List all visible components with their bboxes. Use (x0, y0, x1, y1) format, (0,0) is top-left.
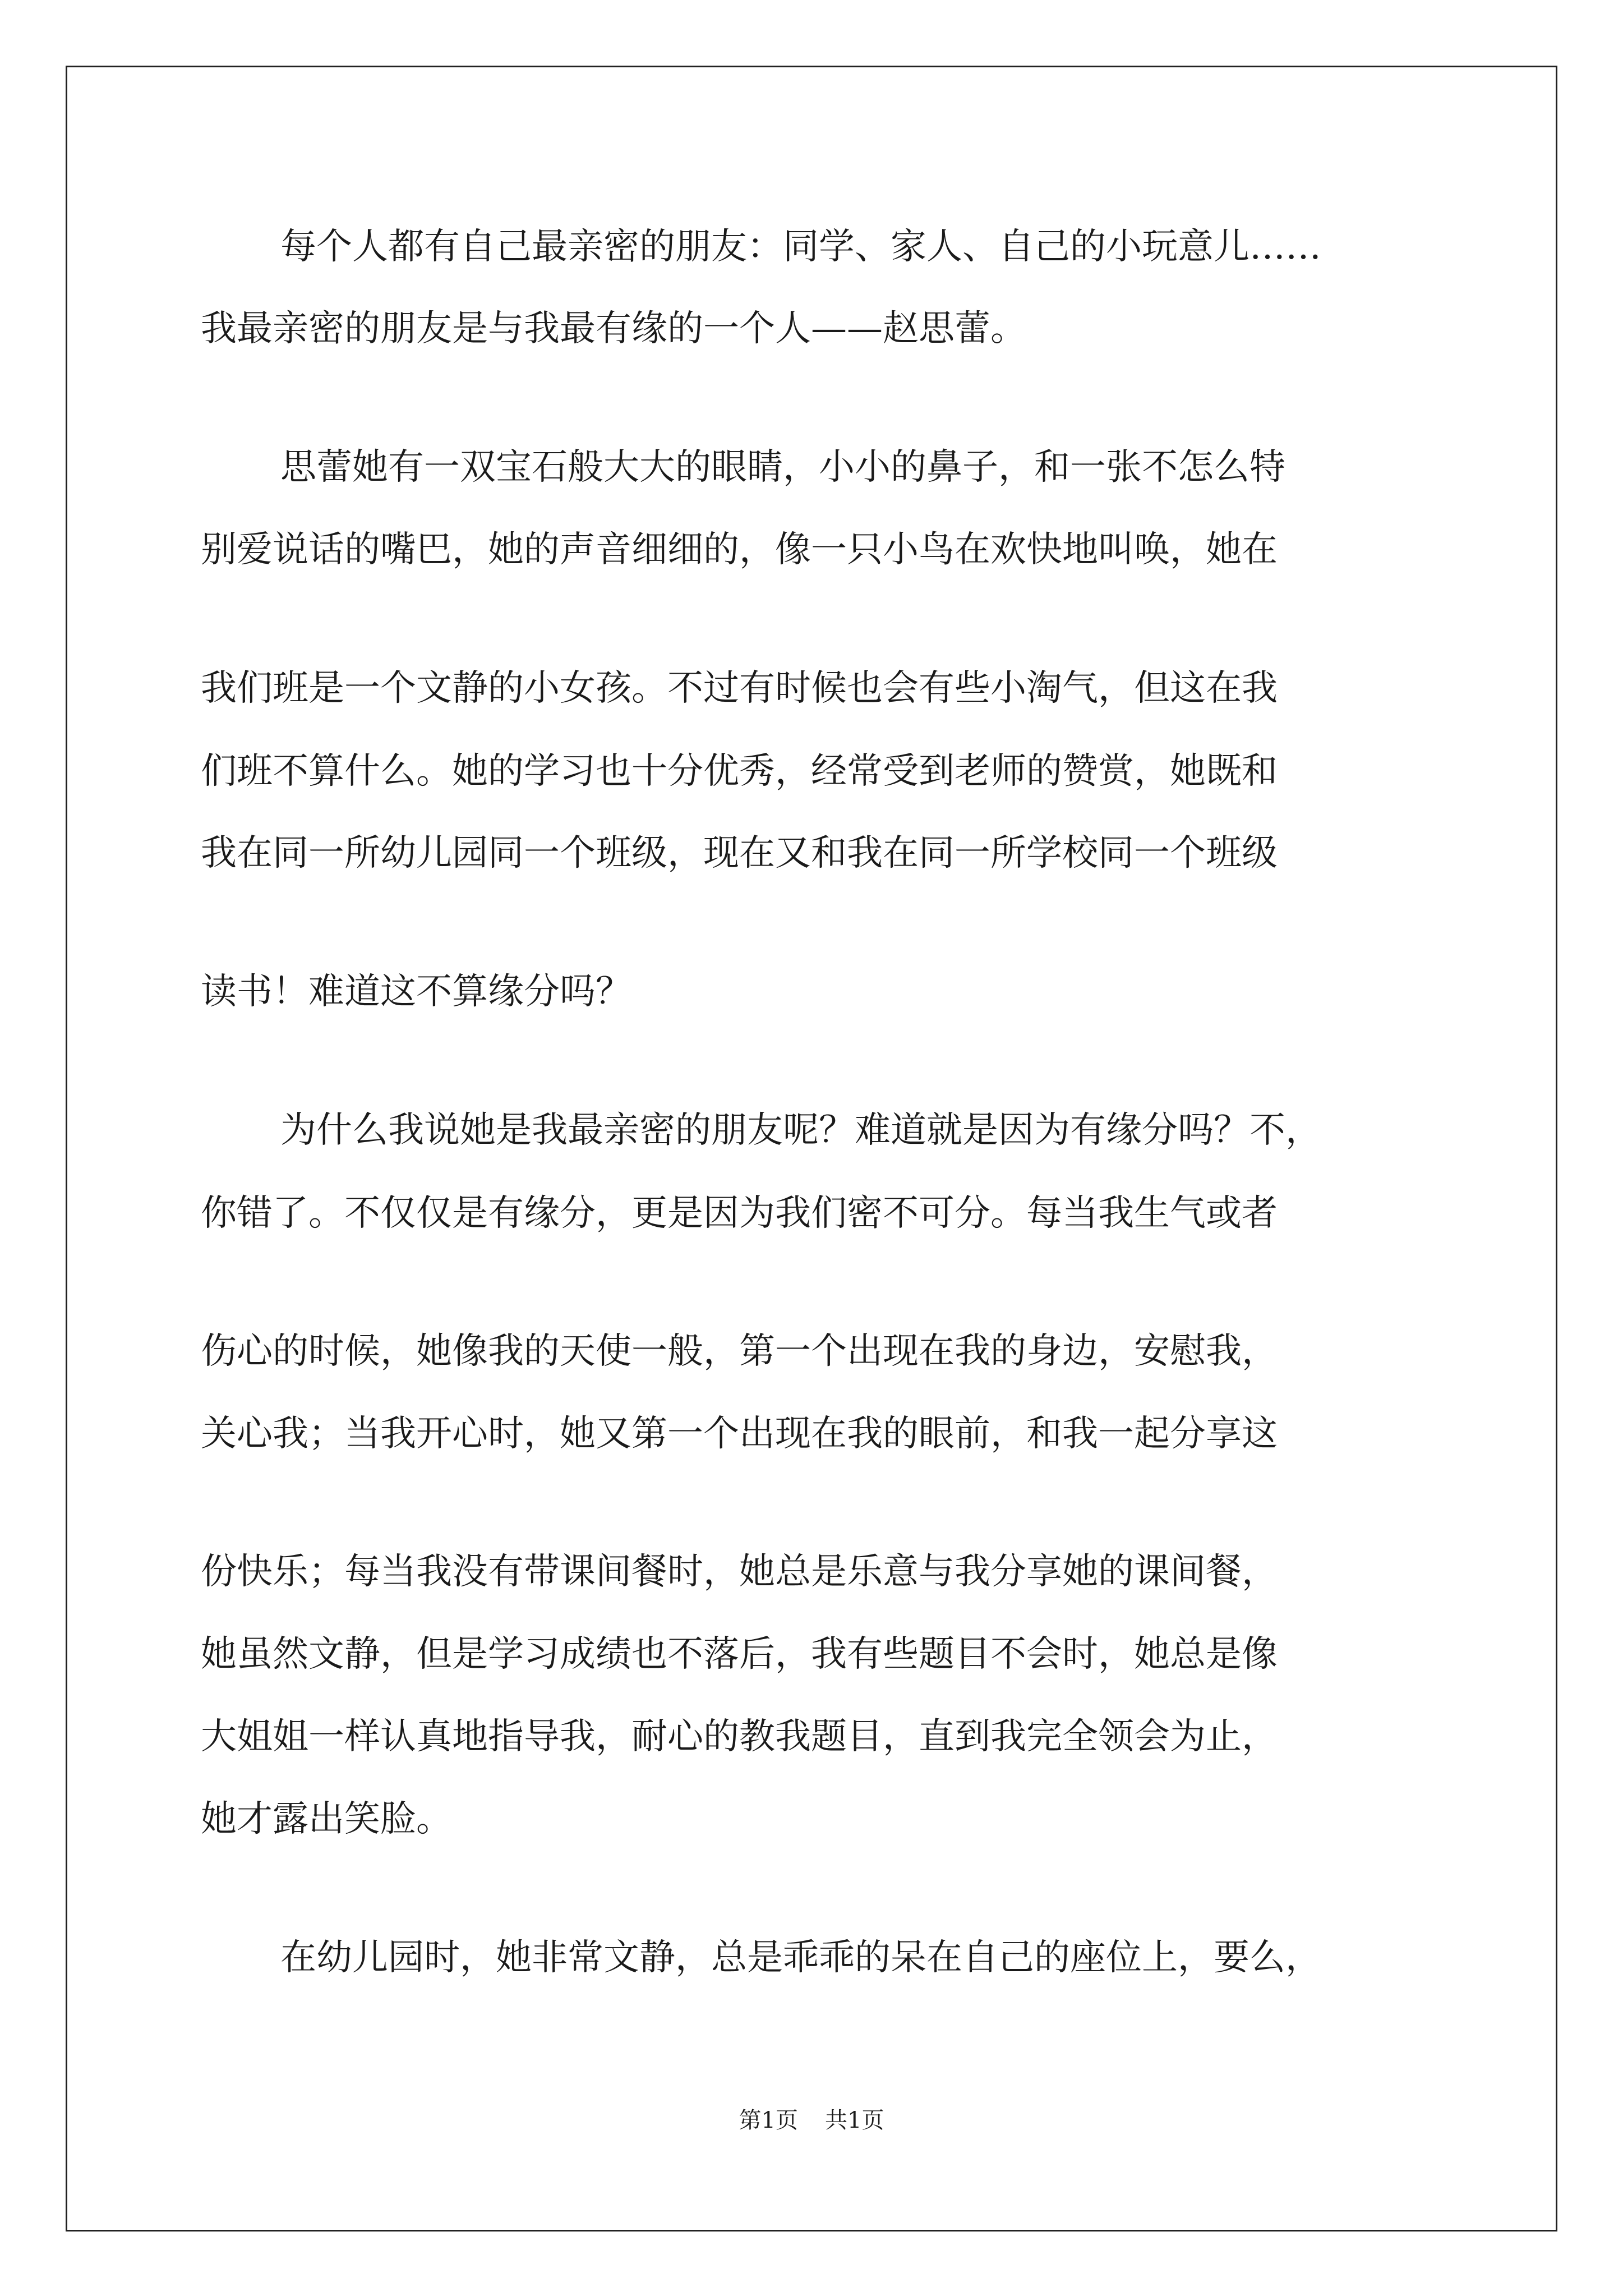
paragraph-3-line-7: 大姐姐一样认真地指导我，耐心的教我题目，直到我完全领会为止， (201, 1716, 1278, 1757)
paragraph-3-line-6: 她虽然文静，但是学习成绩也不落后，我有些题目不会时，她总是像 (201, 1634, 1278, 1675)
paragraph-2-line-2: 别爱说话的嘴巴，她的声音细细的，像一只小鸟在欢快地叫唤，她在 (201, 529, 1278, 570)
paragraph-1-line-2: 我最亲密的朋友是与我最有缘的一个人——赵思蕾。 (201, 308, 1026, 349)
page-total-label: 共1页 (825, 2108, 884, 2133)
paragraph-3-line-2: 你错了。不仅仅是有缘分，更是因为我们密不可分。每当我生气或者 (201, 1193, 1278, 1234)
paragraph-3-line-1: 为什么我说她是我最亲密的朋友呢？难道就是因为有缘分吗？不， (280, 1110, 1321, 1151)
paragraph-3-line-3: 伤心的时候，她像我的天使一般，第一个出现在我的身边，安慰我， (201, 1331, 1278, 1372)
paragraph-2-line-3: 我们班是一个文静的小女孩。不过有时候也会有些小淘气，但这在我 (201, 668, 1278, 709)
paragraph-1-line-1: 每个人都有自己最亲密的朋友：同学、家人、自己的小玩意儿…… (280, 226, 1321, 268)
paragraph-2-line-1: 思蕾她有一双宝石般大大的眼睛，小小的鼻子，和一张不怎么特 (280, 447, 1285, 488)
paragraph-2-line-5: 我在同一所幼儿园同一个班级，现在又和我在同一所学校同一个班级 (201, 832, 1278, 874)
page-footer (0, 2105, 1623, 2136)
paragraph-4-line-1: 在幼儿园时，她非常文静，总是乖乖的呆在自己的座位上，要么， (280, 1937, 1321, 1978)
paragraph-3-line-5: 份快乐；每当我没有带课间餐时，她总是乐意与我分享她的课间餐， (201, 1551, 1278, 1593)
paragraph-3-line-4: 关心我；当我开心时，她又第一个出现在我的眼前，和我一起分享这 (201, 1413, 1278, 1455)
page-number-label: 第1页 (739, 2108, 798, 2133)
paragraph-2-line-4: 们班不算什么。她的学习也十分优秀，经常受到老师的赞赏，她既和 (201, 751, 1278, 792)
paragraph-3-line-8: 她才露出笑脸。 (201, 1798, 452, 1840)
paragraph-2-line-6: 读书！难道这不算缘分吗？ (201, 971, 631, 1013)
